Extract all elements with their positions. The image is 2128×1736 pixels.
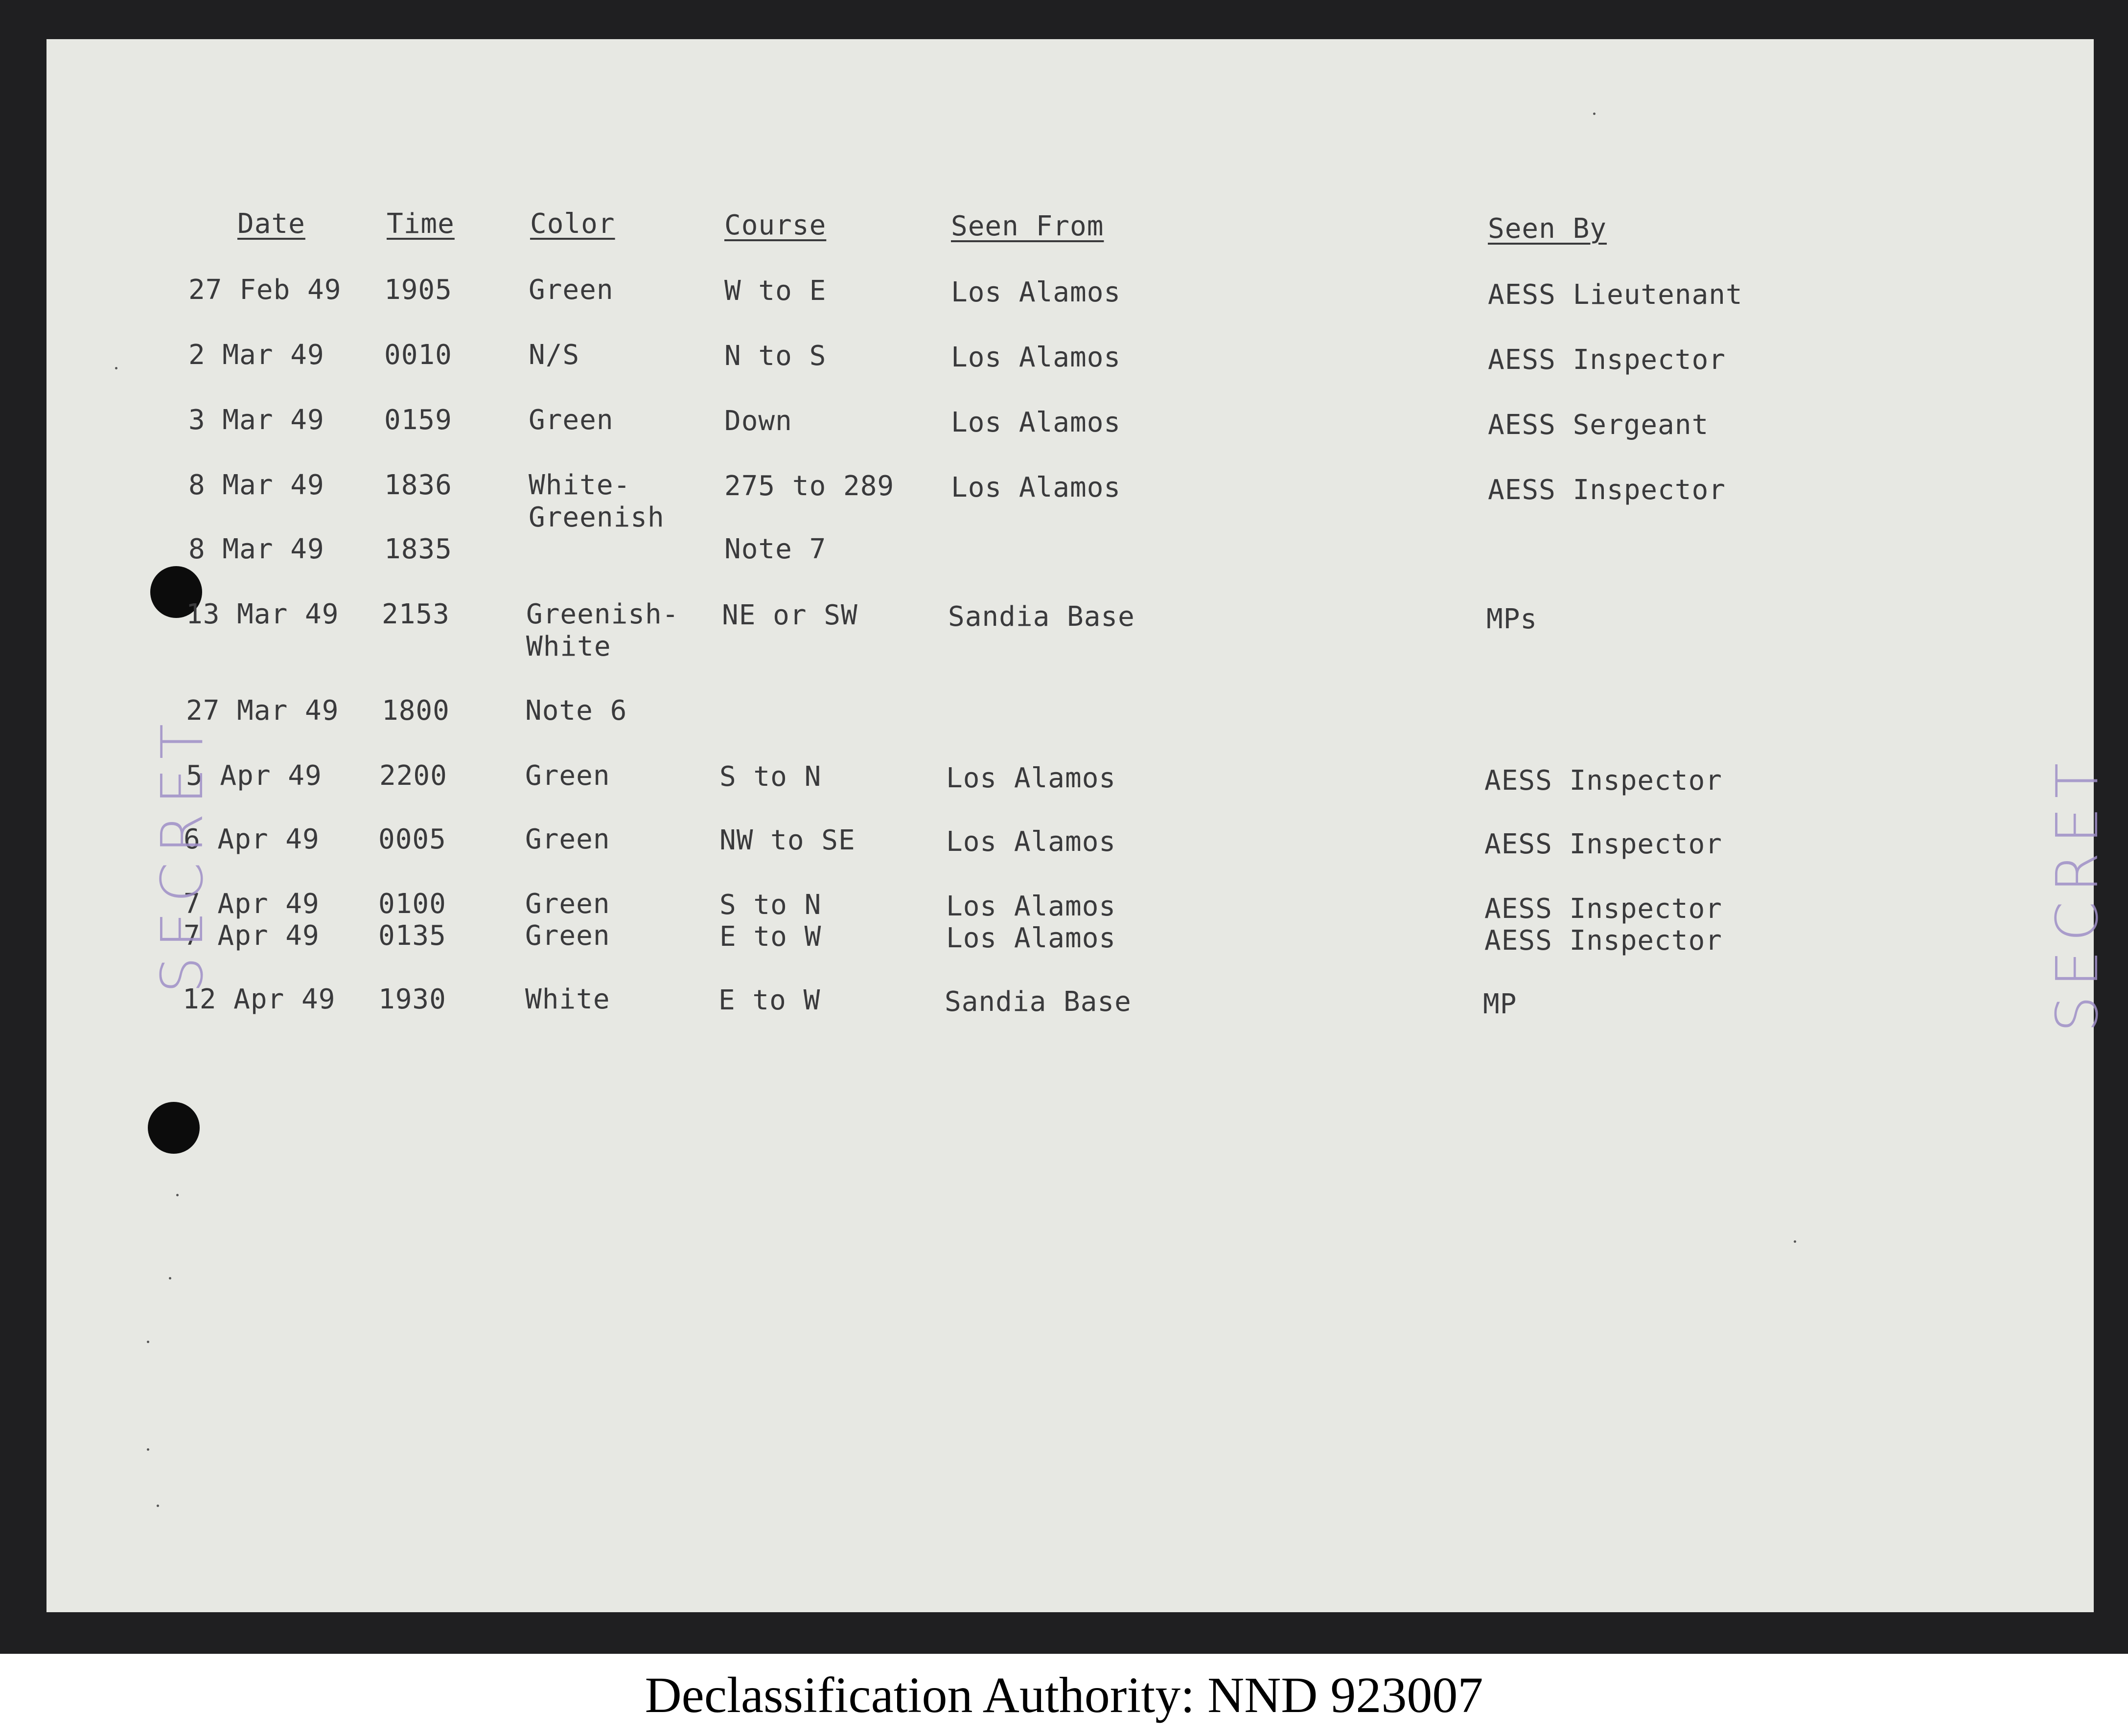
row-time: 2153 (382, 598, 450, 630)
row-color: White- Greenish (529, 469, 665, 533)
row-time: 1930 (378, 983, 446, 1015)
row-course: S to N (719, 889, 822, 921)
row-course: Down (724, 405, 792, 437)
row-seen-from: Los Alamos (946, 826, 1116, 858)
row-seen-by: AESS Sergeant (1488, 409, 1709, 441)
header-time: Time (387, 208, 455, 240)
paper-speck (176, 1194, 179, 1196)
row-seen-by: MP (1483, 988, 1517, 1020)
row-seen-from: Los Alamos (951, 472, 1121, 503)
row-date: 3 Mar 49 (188, 404, 324, 436)
row-course: S to N (719, 761, 822, 793)
row-seen-by: AESS Inspector (1484, 828, 1723, 860)
row-date: 12 Apr 49 (183, 983, 336, 1015)
row-time: 1905 (384, 274, 452, 306)
row-color: Greenish- White (526, 598, 679, 662)
row-course: NE or SW (722, 599, 858, 631)
row-course: NW to SE (719, 824, 856, 856)
row-seen-by: AESS Inspector (1488, 344, 1726, 376)
row-date: 7 Apr 49 (184, 920, 320, 952)
paper-speck (1794, 1240, 1796, 1243)
header-color: Color (530, 208, 615, 240)
row-course: N to S (724, 340, 827, 372)
row-date: 13 Mar 49 (186, 598, 339, 630)
row-date: 27 Mar 49 (186, 695, 339, 727)
row-time: 1800 (382, 695, 450, 727)
paper-speck (115, 367, 117, 369)
row-time: 0135 (378, 920, 446, 952)
paper-speck (147, 1341, 149, 1343)
row-time: 0005 (378, 823, 446, 855)
punch-hole-bottom (148, 1102, 200, 1154)
row-color: White (525, 983, 610, 1015)
row-time: 0010 (384, 339, 452, 371)
header-seen-by: Seen By (1488, 213, 1607, 245)
row-date: 7 Apr 49 (184, 888, 320, 920)
row-color: Green (525, 823, 610, 855)
row-color: Note 6 (525, 695, 627, 727)
row-date: 2 Mar 49 (188, 339, 324, 371)
header-date: Date (237, 208, 305, 240)
row-color: Green (529, 274, 614, 306)
row-time: 1836 (384, 469, 452, 501)
row-date: 8 Mar 49 (188, 469, 324, 501)
row-course: E to W (719, 921, 822, 953)
row-date: 5 Apr 49 (186, 760, 322, 792)
paper-speck (1593, 113, 1596, 115)
row-seen-by: AESS Inspector (1484, 925, 1723, 957)
row-seen-from: Los Alamos (946, 891, 1116, 922)
row-seen-from: Sandia Base (945, 986, 1132, 1018)
row-seen-from: Los Alamos (946, 922, 1116, 954)
secret-stamp-right: SECRET (2043, 754, 2111, 1032)
row-course: E to W (718, 984, 821, 1016)
row-date: 8 Mar 49 (188, 533, 324, 565)
paper-speck (169, 1277, 171, 1279)
declassification-footer: Declassification Authority: NND 923007 (645, 1667, 1483, 1723)
row-seen-by: AESS Inspector (1484, 893, 1723, 925)
row-time: 1835 (384, 533, 452, 565)
row-seen-by: AESS Inspector (1484, 765, 1723, 797)
row-date: 27 Feb 49 (188, 274, 342, 306)
row-seen-from: Los Alamos (951, 342, 1121, 373)
row-course: Note 7 (724, 533, 827, 565)
secret-stamp-left: SECRET (148, 715, 216, 993)
row-seen-from: Los Alamos (951, 276, 1121, 308)
row-seen-by: AESS Inspector (1488, 474, 1726, 506)
paper-speck (157, 1505, 159, 1507)
row-seen-by: MPs (1486, 603, 1538, 635)
row-color: N/S (529, 339, 580, 371)
row-seen-by: AESS Lieutenant (1488, 279, 1743, 311)
row-time: 0100 (378, 888, 446, 920)
document-page (46, 39, 2111, 1612)
row-color: Green (525, 920, 610, 952)
row-course: 275 to 289 (724, 470, 895, 502)
row-seen-from: Sandia Base (948, 601, 1135, 633)
header-course: Course (724, 209, 827, 241)
row-course: W to E (724, 275, 827, 307)
paper-speck (147, 1448, 149, 1451)
row-seen-from: Los Alamos (951, 407, 1121, 438)
row-color: Green (525, 888, 610, 920)
row-time: 2200 (379, 760, 447, 792)
row-seen-from: Los Alamos (946, 762, 1116, 794)
row-color: Green (529, 404, 614, 436)
row-date: 6 Apr 49 (184, 823, 320, 855)
row-color: Green (525, 760, 610, 792)
header-seen-from: Seen From (951, 210, 1104, 242)
row-time: 0159 (384, 404, 452, 436)
